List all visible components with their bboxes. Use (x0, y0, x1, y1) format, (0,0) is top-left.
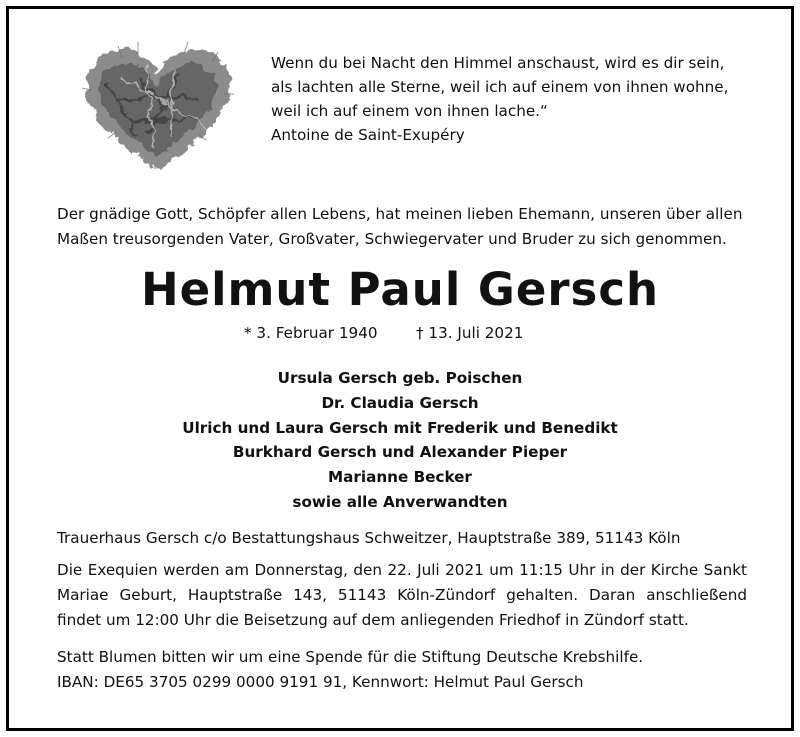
intro-line: Maßen treusorgenden Vater, Großvater, Schwiegervater und Bruder zu sich genommen. (57, 230, 727, 248)
donation-line: IBAN: DE65 3705 0299 0000 9191 91, Kennwort: Helmut Paul Gersch (57, 673, 584, 691)
family-list (0, 366, 800, 515)
quote-line: weil ich auf einem von ihnen lache.“ (271, 102, 548, 120)
family-member: Burkhard Gersch und Alexander Pieper (232, 443, 568, 462)
intro-line: Der gnädige Gott, Schöpfer allen Lebens, hat meinen lieben Ehemann, unseren über allen (57, 205, 743, 223)
quote-author: Antoine de Saint-Exupéry (271, 126, 465, 144)
birth-date: * 3. Februar 1940 (244, 324, 378, 342)
family-member: Ulrich und Laura Gersch mit Frederik und Benedikt (182, 418, 618, 437)
intro-text (57, 202, 742, 252)
quote-line: Wenn du bei Nacht den Himmel anschaust, wird es dir sein, (271, 54, 725, 72)
exequien-line: Die Exequien werden am Donnerstag, den 22. Juli 2021 um 11:15 Uhr in der Kirche Sankt (57, 561, 747, 579)
exequien-line: Mariae Geburt, Hauptstraße 143, 51143 Köln-Zündorf gehalten. Daran anschließend (57, 586, 747, 604)
mourning-house-line: Trauerhaus Gersch c/o Bestattungshaus Schweitzer, Hauptstraße 389, 51143 Köln (57, 529, 681, 547)
donation-line: Statt Blumen bitten wir um eine Spende für die Stiftung Deutsche Krebshilfe. (57, 648, 644, 666)
family-member: Ursula Gersch geb. Poischen (277, 369, 523, 387)
quote-block (271, 51, 728, 147)
deceased-name: Helmut Paul Gersch (140, 263, 660, 316)
family-member: Marianne Becker (328, 468, 472, 487)
quote-line: als lachten alle Sterne, weil ich auf einem von ihnen wohne, (271, 78, 729, 96)
exequien-text (57, 558, 747, 633)
exequien-line: findet um 12:00 Uhr die Beisetzung auf dem anliegenden Friedhof in Zündorf statt. (57, 611, 689, 629)
mourning-house (57, 526, 747, 551)
donation-text (57, 645, 747, 695)
heart-icon (78, 38, 238, 178)
family-member: sowie alle Anverwandten (292, 492, 508, 511)
death-date: † 13. Juli 2021 (416, 324, 524, 342)
family-member: Dr. Claudia Gersch (321, 393, 479, 412)
